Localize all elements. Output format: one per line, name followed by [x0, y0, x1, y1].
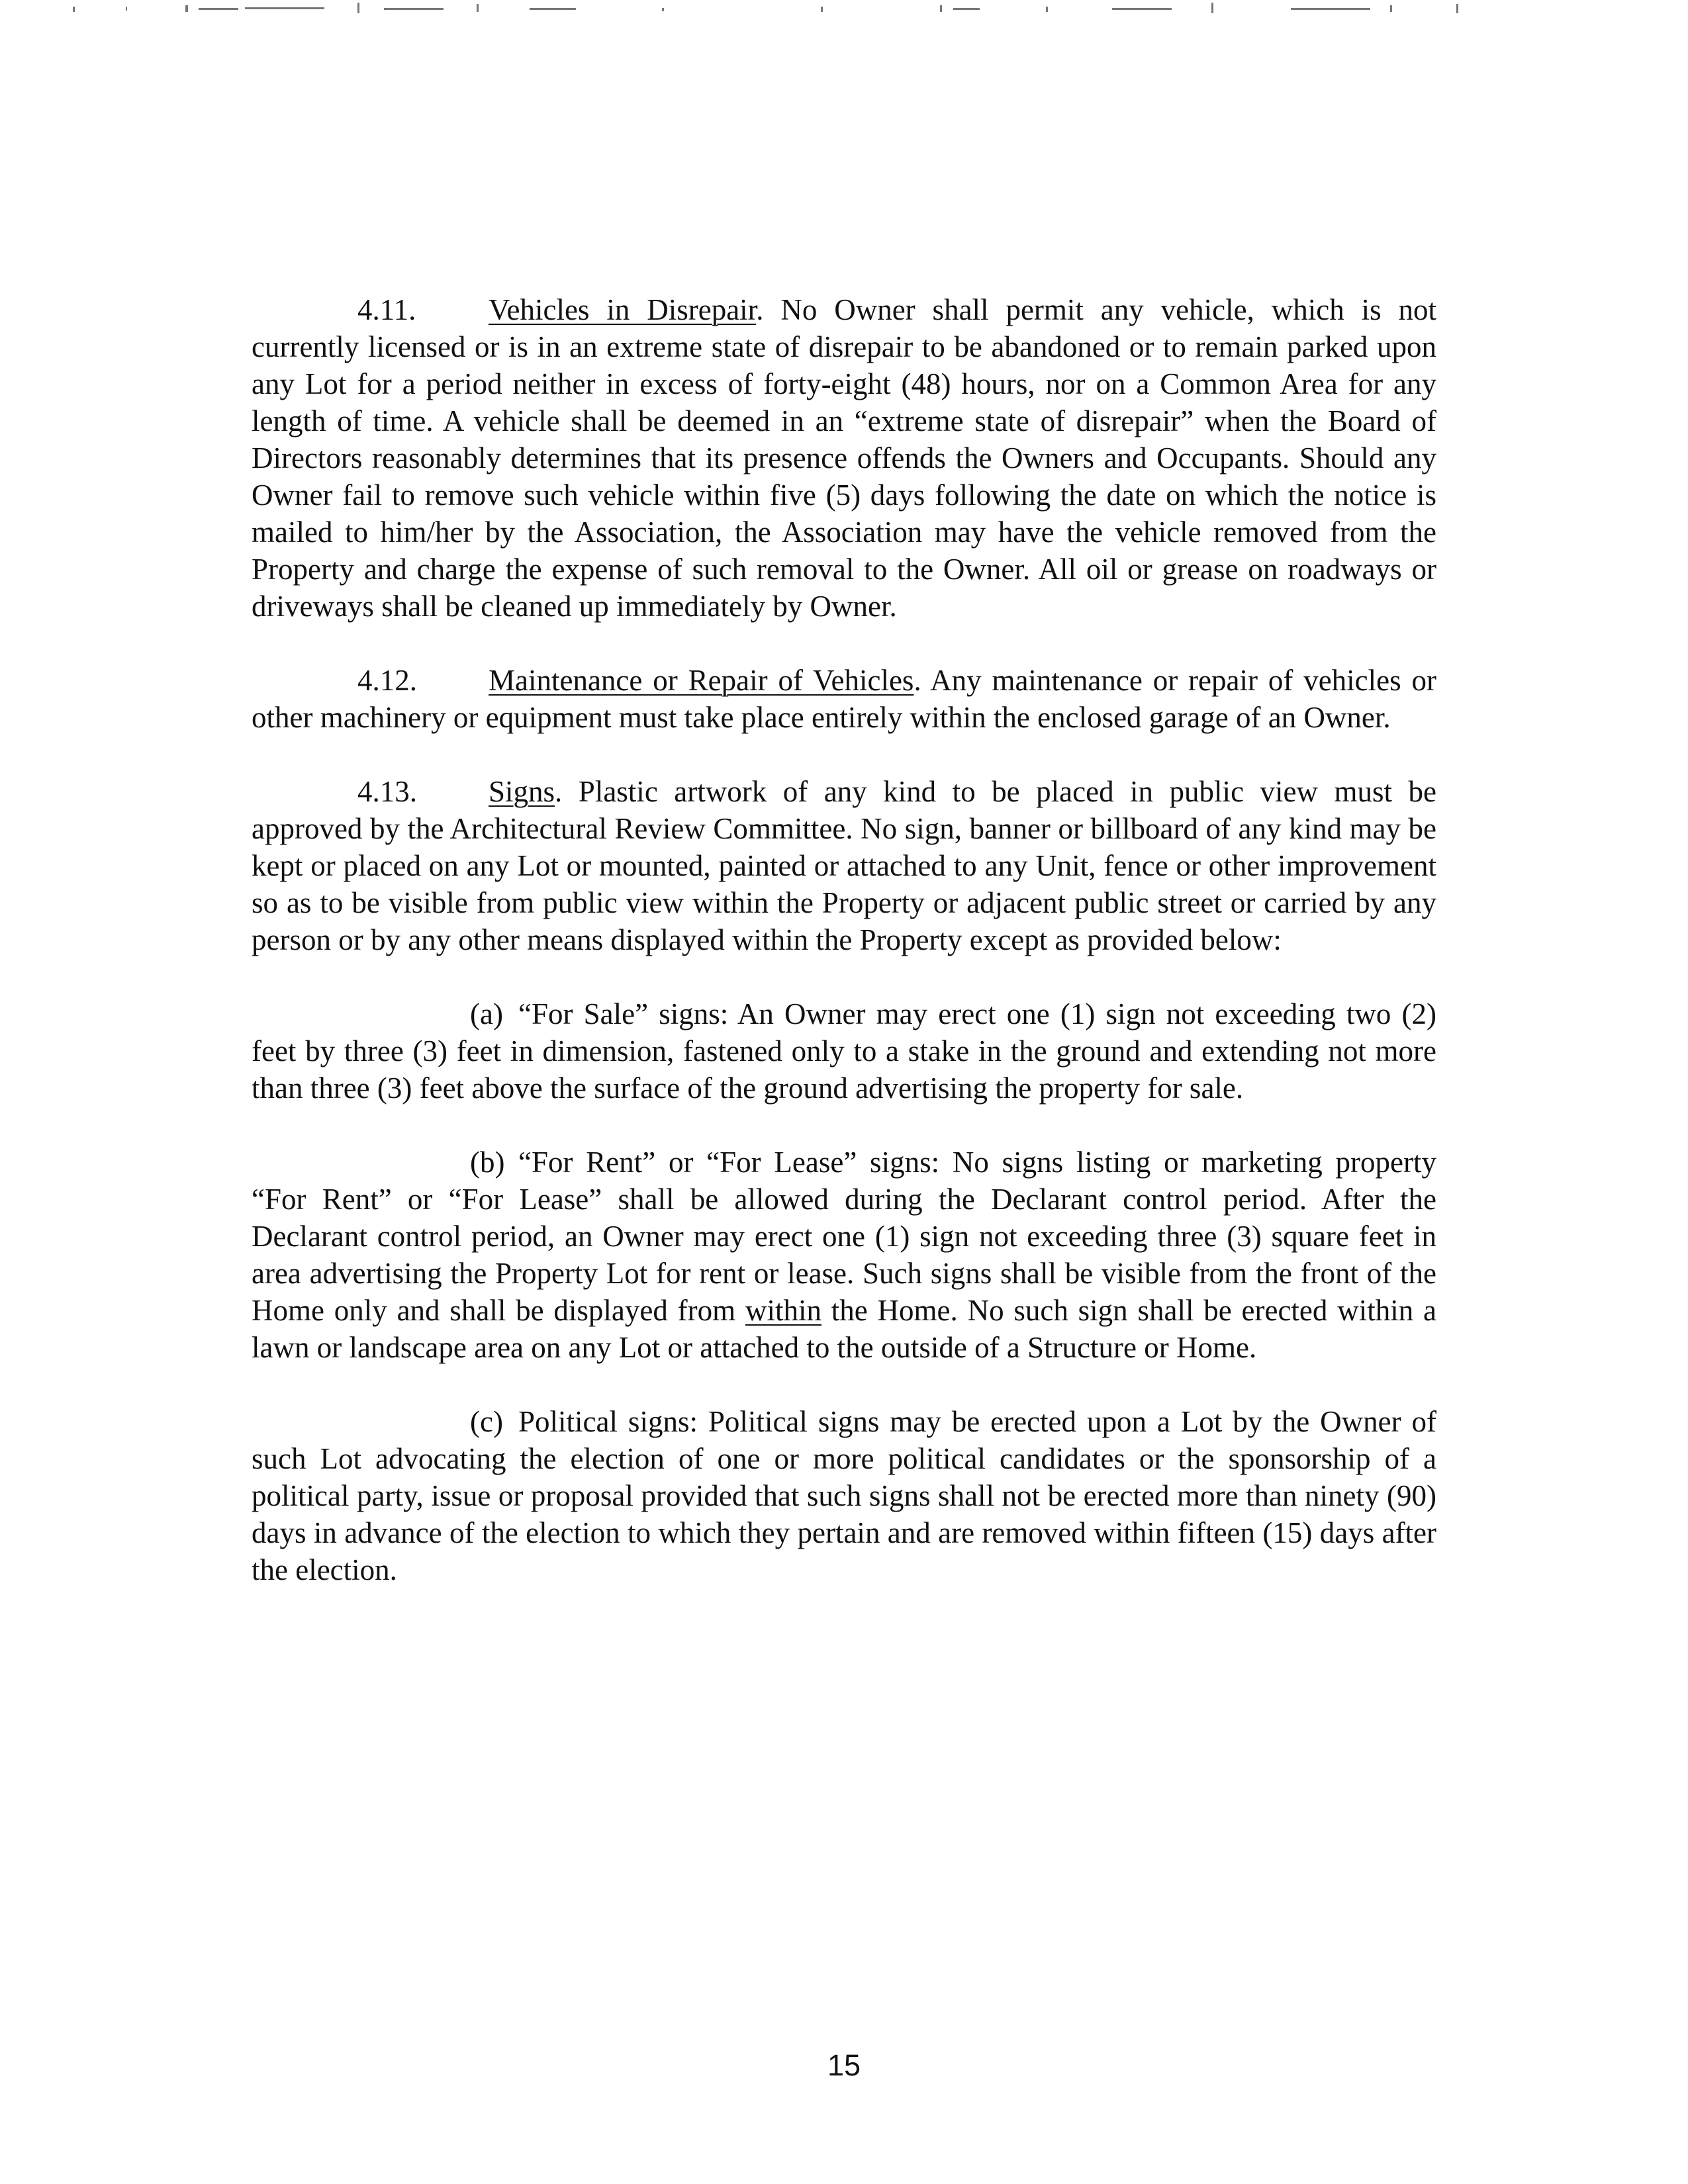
- subsection-text: “For Sale” signs: An Owner may erect one (1) sign not exceeding two (2) feet by three (3) feet in dimension, fastened only to a stake in the ground and extending not more than three (3) feet above the surface of the ground advertising the property for sale.: [252, 997, 1436, 1105]
- scan-artifact-strip: [0, 0, 1688, 20]
- subsection-c: [252, 1403, 1436, 1588]
- section-title: Signs: [489, 775, 555, 808]
- document-body: [252, 291, 1436, 1625]
- section-text: . No Owner shall permit any vehicle, which is not currently licensed or is in an extreme state of disrepair to be abandoned or to remain parked upon any Lot for a period neither in excess of forty-eight (48) hours, nor on a Common Area for any length of time. A vehicle shall be deemed in an “extreme state of disrepair” when the Board of Directors reasonably determines that its presence offends the Owners and Occupants. Should any Owner fail to remove such vehicle within five (5) days following the date on which the notice is mailed to him/her by the Association, the Association may have the vehicle removed from the Property and charge the expense of such removal to the Owner. All oil or grease on roadways or driveways shall be cleaned up immediately by Owner.: [252, 293, 1436, 623]
- section-number: 4.13.: [357, 775, 417, 808]
- section-title: Maintenance or Repair of Vehicles: [489, 664, 914, 697]
- section-title: Vehicles in Disrepair: [489, 293, 757, 326]
- section-4-12: [252, 662, 1436, 736]
- subsection-label: (c): [470, 1405, 503, 1438]
- subsection-label: (a): [470, 997, 503, 1030]
- section-text: . Plastic artwork of any kind to be placed in public view must be approved by the Architectural Review Committee. No sign, banner or billboard of any kind may be kept or placed on any Lot or mounted, painted or attached to any Unit, fence or other improvement so as to be visible from public view within the Property or adjacent public street or carried by any person or by any other means displayed within the Property except as provided below:: [252, 775, 1436, 956]
- section-number: 4.11.: [357, 293, 416, 326]
- subsection-label: (b): [470, 1146, 505, 1179]
- section-number: 4.12.: [357, 664, 417, 697]
- section-4-13: [252, 773, 1436, 958]
- section-text: . Any maintenance or repair of vehicles or other machinery or equipment must take place entirely within the enclosed garage of an Owner.: [252, 664, 1437, 734]
- subsection-text: “For Rent” or “For Lease” signs: No signs listing or marketing property “For Rent” or “For Lease” shall be allowed during the Declarant control period. After the Declarant control period, an Owner may erect one (1) sign not exceeding three (3) square feet in area advertising the Property Lot for rent or lease. Such signs shall be visible from the front of the Home only and shall be displayed from: [252, 1146, 1436, 1327]
- subsection-text-end: the Home. No such sign shall be erected within a lawn or landscape area on any Lot or attached to the outside of a Structure or Home.: [252, 1294, 1436, 1364]
- emphasis-within: within: [745, 1294, 821, 1327]
- section-4-11: [252, 291, 1436, 625]
- page-number: 15: [827, 2048, 861, 2082]
- subsection-text: Political signs: Political signs may be erected upon a Lot by the Owner of such Lot advocating the election of one or more political candidates or the sponsorship of a political party, issue or proposal provided that such signs shall not be erected more than ninety (90) days in advance of the election to which they pertain and are removed within fifteen (15) days after the election.: [252, 1405, 1436, 1586]
- subsection-a: [252, 995, 1436, 1107]
- subsection-b: [252, 1144, 1436, 1366]
